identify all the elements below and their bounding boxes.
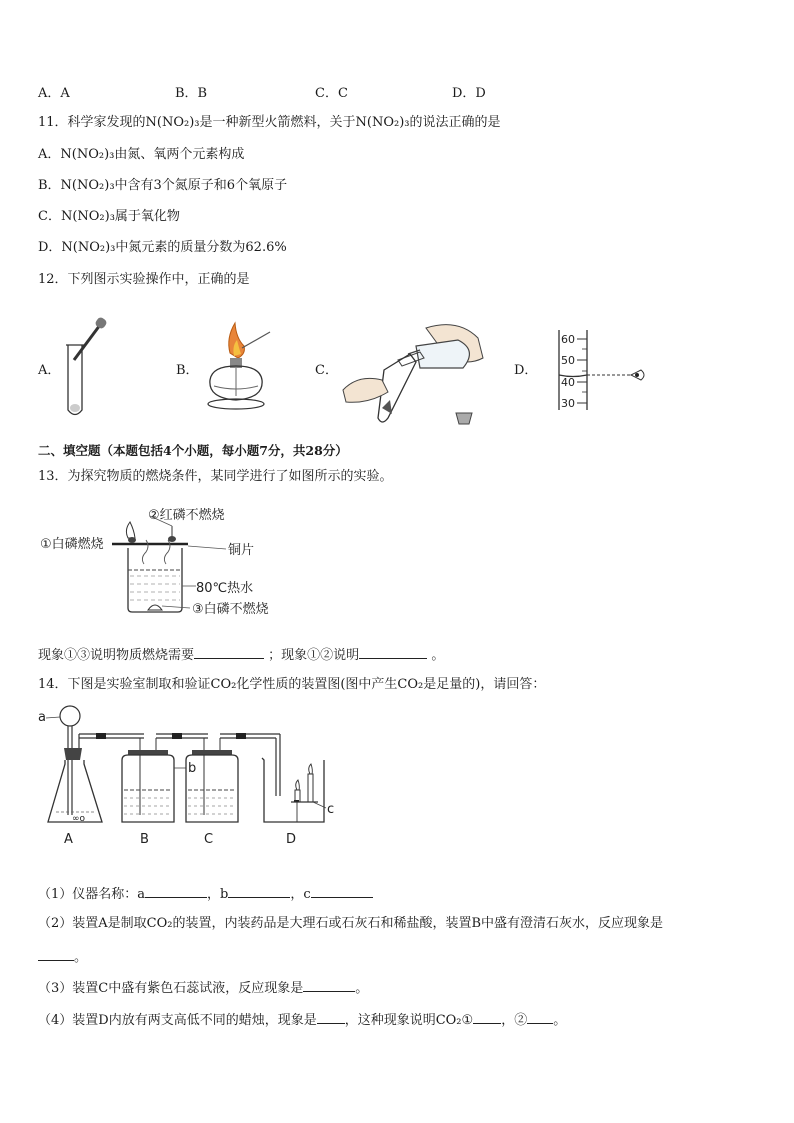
- pouring-liquid-figure: [338, 318, 498, 430]
- q14-blank-sub4-1[interactable]: [317, 1010, 345, 1024]
- q14-sub1-b: ，b: [207, 887, 229, 902]
- label-white-phosphorus-burns: ①白磷燃烧: [40, 537, 104, 552]
- section2-title: 二、填空题（本题包括4个小题，每小题7分，共28分）: [38, 443, 348, 458]
- q14-blank-a[interactable]: [145, 884, 207, 898]
- q10-options: [38, 82, 538, 100]
- tick-50: 50: [561, 354, 575, 367]
- q14-blank-sub4-2[interactable]: [473, 1010, 501, 1024]
- q14-sub1-c: ，c: [290, 887, 311, 902]
- q14-blank-sub4-3[interactable]: [527, 1010, 553, 1024]
- combustion-experiment-figure: [40, 500, 300, 626]
- q11-option-c: C．N(NO₂)₃属于氧化物: [38, 209, 180, 224]
- q14-sub3-prefix: （3）装置C中盛有紫色石蕊试液，反应现象是: [38, 981, 304, 996]
- q14-blank-sub2[interactable]: [38, 947, 74, 961]
- q12-label-d: D．: [514, 363, 538, 378]
- q12-label-c: C．: [315, 363, 338, 378]
- q14-sub2-end: 。: [74, 950, 88, 965]
- q14-sub1-prefix: （1）仪器名称：a: [38, 887, 146, 902]
- q14-sub4-mid2: ，②: [501, 1013, 528, 1028]
- label-red-phosphorus: ②红磷不燃烧: [148, 508, 225, 523]
- q12-stem: 12．下列图示实验操作中，正确的是: [38, 272, 250, 287]
- tick-30: 30: [561, 397, 575, 410]
- q14-sub1: [38, 884, 373, 904]
- label-b: b: [188, 761, 197, 776]
- label-A: A: [64, 832, 73, 847]
- q11-option-b: B．N(NO₂)₃中含有3个氮原子和6个氧原子: [38, 178, 288, 193]
- graduated-cylinder-figure: [555, 325, 650, 415]
- label-C: C: [204, 832, 214, 847]
- q14-sub4-prefix: （4）装置D内放有两支高低不同的蜡烛，现象是: [38, 1013, 317, 1028]
- q14-sub3: [38, 978, 368, 998]
- q11-option-d: D．N(NO₂)₃中氮元素的质量分数为62.6%: [38, 240, 287, 255]
- q11-option-a: A．N(NO₂)₃由氮、氧两个元素构成: [38, 147, 245, 162]
- label-copper-sheet: 铜片: [228, 543, 255, 558]
- q10-option-b: B．B: [175, 86, 208, 101]
- label-B: B: [140, 832, 149, 847]
- label-hot-water: 80℃热水: [196, 581, 254, 596]
- q14-blank-c[interactable]: [311, 884, 373, 898]
- q12-label-b: B．: [176, 363, 199, 378]
- q14-sub3-end: 。: [355, 981, 369, 996]
- q14-stem: 14．下图是实验室制取和验证CO₂化学性质的装置图(图中产生CO₂是足量的)，请回答：: [38, 677, 546, 692]
- q13-blank-2[interactable]: [359, 645, 427, 659]
- q14-blank-b[interactable]: [228, 884, 290, 898]
- q10-option-d: D．D: [452, 86, 486, 101]
- q13-answer-part2: ；现象①②说明: [268, 648, 360, 663]
- q13-blank-1[interactable]: [194, 645, 264, 659]
- alcohol-lamp-figure: [200, 318, 275, 413]
- q14-sub4-end: 。: [553, 1013, 567, 1028]
- q14-sub4-mid: ，这种现象说明CO₂①: [344, 1013, 474, 1028]
- q13-answer-part1: 现象①③说明物质燃烧需要: [38, 648, 195, 663]
- q14-sub2-answer-line: [38, 947, 87, 967]
- q10-option-c: C．C: [315, 86, 348, 101]
- q13-answer-line: [38, 645, 444, 665]
- svg-text:∞o: ∞o: [72, 814, 86, 824]
- q12-label-a: A．: [38, 363, 61, 378]
- q14-sub4: [38, 1010, 566, 1030]
- q13-stem: 13．为探究物质的燃烧条件，某同学进行了如图所示的实验。: [38, 469, 393, 484]
- q14-sub2: （2）装置A是制取CO₂的装置，内装药品是大理石或石灰石和稀盐酸，装置B中盛有澄清石灰水，反应现象是: [38, 916, 664, 931]
- dropper-in-test-tube-figure: [60, 315, 115, 420]
- label-c: c: [327, 802, 335, 817]
- label-a: a: [38, 710, 46, 725]
- label-white-phosphorus-no: ③白磷不燃烧: [192, 602, 269, 617]
- tick-60: 60: [561, 333, 575, 346]
- q14-blank-sub3[interactable]: [303, 978, 355, 992]
- co2-apparatus-figure: [36, 700, 346, 850]
- label-D: D: [286, 832, 297, 847]
- q13-answer-end: 。: [431, 648, 445, 663]
- q11-stem: 11．科学家发现的N(NO₂)₃是一种新型火箭燃料，关于N(NO₂)₃的说法正确的是: [38, 115, 501, 130]
- tick-40: 40: [561, 376, 575, 389]
- q10-option-a: A．A: [38, 86, 70, 101]
